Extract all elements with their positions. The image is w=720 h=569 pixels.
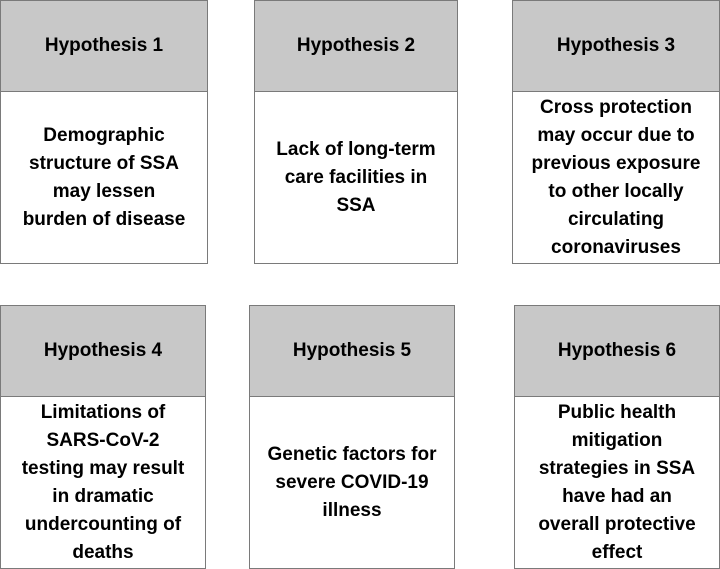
hypothesis-description <box>254 91 458 264</box>
description-line: illness <box>322 499 382 521</box>
hypothesis-description <box>514 396 720 569</box>
description-line: Public health <box>557 401 677 423</box>
description-line: Limitations of <box>40 401 166 423</box>
description-line: Demographic <box>43 124 165 146</box>
hypothesis-description <box>512 91 720 264</box>
description-line: strategies in SSA <box>538 457 696 479</box>
description-line: may lessen <box>52 180 156 202</box>
hypothesis-title: Hypothesis 5 <box>249 305 455 397</box>
description-line: Lack of long-term <box>276 138 436 160</box>
description-line: overall protective <box>538 513 696 535</box>
hypothesis-title: Hypothesis 6 <box>514 305 720 397</box>
hypothesis-title: Hypothesis 1 <box>0 0 208 92</box>
description-line: SSA <box>336 194 376 216</box>
description-line: burden of disease <box>22 208 186 230</box>
description-line: circulating <box>567 208 665 230</box>
description-line: Genetic factors for <box>267 443 437 465</box>
description-line: undercounting of <box>24 513 182 535</box>
hypothesis-title: Hypothesis 4 <box>0 305 206 397</box>
hypothesis-title: Hypothesis 2 <box>254 0 458 92</box>
hypothesis-title: Hypothesis 3 <box>512 0 720 92</box>
description-line: structure of SSA <box>29 152 179 174</box>
description-line: have had an <box>562 485 672 507</box>
description-line: care facilities in <box>284 166 428 188</box>
description-line: in dramatic <box>52 485 154 507</box>
hypothesis-description <box>0 396 206 569</box>
description-line: mitigation <box>571 429 663 451</box>
description-line: previous exposure <box>531 152 701 174</box>
description-line: may occur due to <box>537 124 695 146</box>
description-line: testing may result <box>21 457 185 479</box>
description-line: effect <box>591 541 643 563</box>
hypothesis-description <box>249 396 455 569</box>
description-line: coronaviruses <box>551 236 681 258</box>
description-line: deaths <box>72 541 134 563</box>
hypothesis-description <box>0 91 208 264</box>
description-line: SARS-CoV-2 <box>46 429 160 451</box>
description-line: severe COVID-19 <box>275 471 429 493</box>
description-line: Cross protection <box>539 96 692 118</box>
description-line: to other locally <box>548 180 684 202</box>
